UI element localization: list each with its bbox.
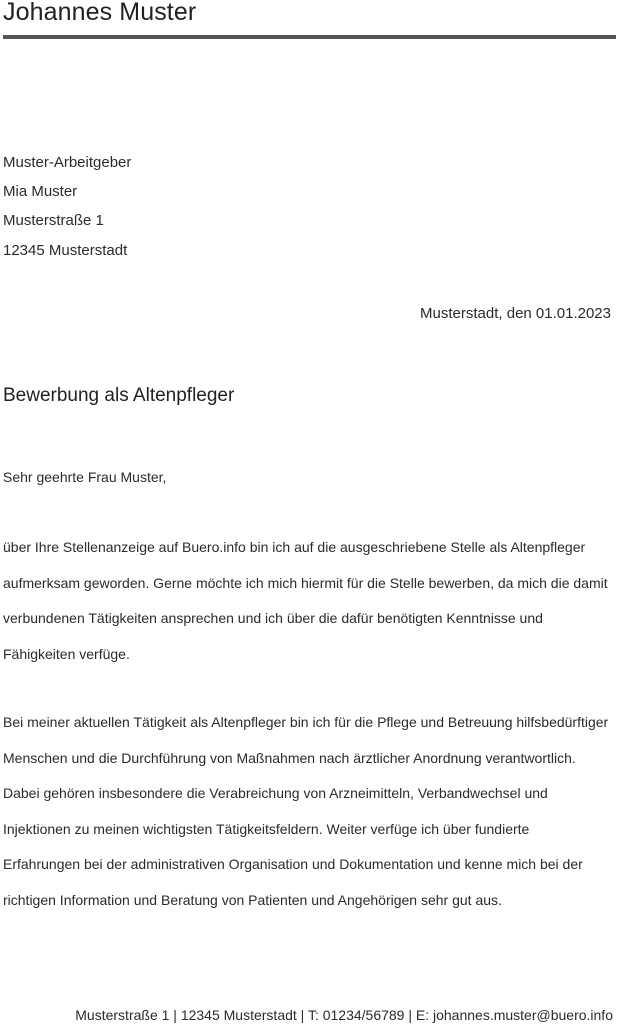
body-paragraph-1: über Ihre Stellenanzeige auf Buero.info bin ich auf die ausgeschriebene Stelle als Altenpfleger aufmerksam geworden. Gerne möchte ich mich hiermit für die Stelle bewerben, da mich die damit verbundenen Tätigkeiten ansprechen und ich über die dafür benötigten Kenntnisse und Fähigkeiten verfüge. bbox=[3, 539, 608, 662]
letter-subject: Bewerbung als Altenpfleger bbox=[3, 385, 235, 406]
recipient-address-block bbox=[3, 148, 131, 265]
date-line: Musterstadt, den 01.01.2023 bbox=[420, 305, 611, 322]
recipient-city: 12345 Musterstadt bbox=[3, 241, 128, 259]
body-paragraph-2: Bei meiner aktuellen Tätigkeit als Altenpfleger bin ich für die Pflege und Betreuung hilfsbedürftiger Menschen und die Durchführung von Maßnahmen nach ärztlicher Anordnung verantwortlich. Dabei gehören insbesondere die Verabreichung von Arzneimitteln, Verbandwechsel und Injektionen zu meinen wichtigsten Tätigkeitsfeldern. Weiter verfüge ich über fundierte Erfahrungen bei der administrativen Organisation und Dokumentation und kenne mich bei der richtigen Information und Beratung von Patienten und Angehörigen sehr gut aus. bbox=[3, 714, 609, 908]
footer-contact-line: Musterstraße 1 | 12345 Musterstadt | T: 01234/56789 | E: johannes.muster@buero.info bbox=[75, 1007, 613, 1023]
sender-name-heading: Johannes Muster bbox=[3, 0, 197, 26]
header-divider bbox=[3, 35, 616, 39]
salutation: Sehr geehrte Frau Muster, bbox=[3, 469, 167, 485]
recipient-company: Muster-Arbeitgeber bbox=[3, 154, 132, 171]
recipient-person: Mia Muster bbox=[3, 183, 78, 201]
recipient-street: Musterstraße 1 bbox=[3, 212, 104, 230]
